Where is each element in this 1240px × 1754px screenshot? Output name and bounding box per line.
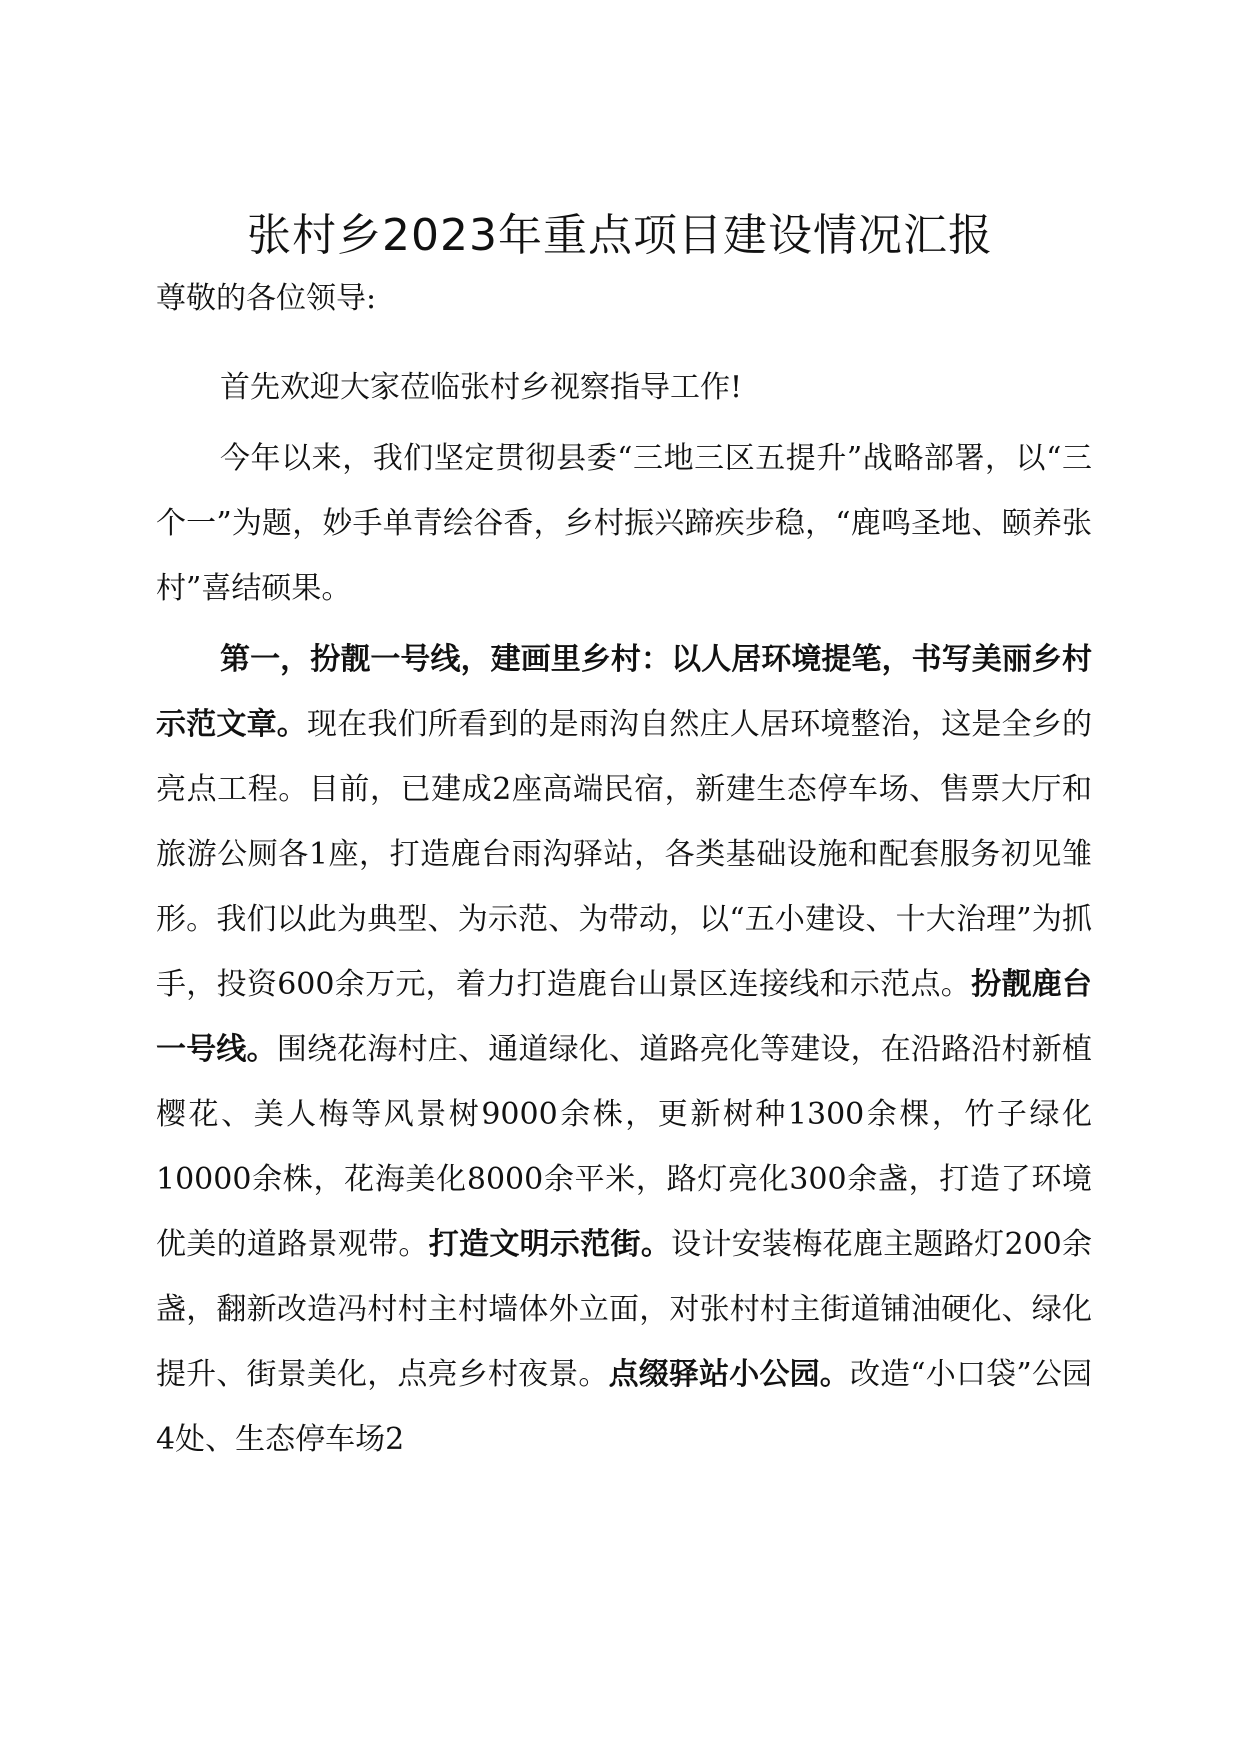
paragraph-welcome (156, 355, 1092, 420)
salutation: 尊敬的各位领导: (156, 281, 377, 316)
document-body (156, 355, 1092, 1472)
subheading-street: 打造文明示范街。 (428, 1227, 672, 1262)
paragraph-text: 现在我们所看到的是雨沟自然庄人居环境整治，这是全乡的亮点工程。目前，已建成2座高端民宿，新建生态停车场、售票大厅和旅游公厕各1座，打造鹿台雨沟驿站，各类基础设施和配套服务初见雏形。我们以此为典型、为示范、为带动，以“五小建设、十大治理”为抓手，投资600余万元，着力打造鹿台山景区连接线和示范点。 (156, 707, 1092, 1002)
paragraph-intro (156, 426, 1092, 621)
paragraph-text: 今年以来，我们坚定贯彻县委“三地三区五提升”战略部署，以“三个一”为题，妙手单青绘谷香，乡村振兴蹄疾步稳，“鹿鸣圣地、颐养张村”喜结硕果。 (156, 441, 1092, 606)
paragraph-text: 首先欢迎大家莅临张村乡视察指导工作! (220, 370, 743, 405)
paragraph-section-one (156, 627, 1092, 1472)
paragraph-text: 设计安装梅花鹿主题路灯200余盏，翻新改造冯村村主村墙体外立面，对张村村主街道铺油硬化、绿化提升、街景美化，点亮乡村夜景。 (156, 1227, 1093, 1392)
paragraph-text: 改造“小口袋”公园4处、生态停车场2 (156, 1357, 1092, 1457)
paragraph-text: 围绕花海村庄、通道绿化、道路亮化等建设，在沿路沿村新植樱花、美人梅等风景树9000余株，更新树种1300余棵，竹子绿化10000余株，花海美化8000余平米，路灯亮化300余盏，打造了环境优美的道路景观带。 (156, 1032, 1093, 1262)
document-title: 张村乡2023年重点项目建设情况汇报 (247, 210, 993, 261)
subheading-park: 点缀驿站小公园。 (608, 1357, 850, 1392)
section-heading: 第一，扮靓一号线，建画里乡村：以人居环境提笔，书写美丽乡村示范文章。 (156, 642, 1092, 742)
subheading-road: 扮靓鹿台一号线。 (156, 967, 1092, 1067)
